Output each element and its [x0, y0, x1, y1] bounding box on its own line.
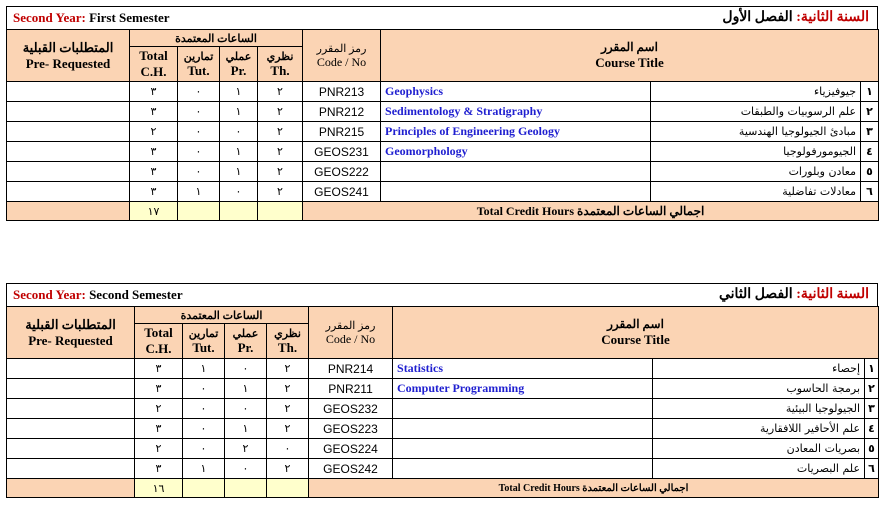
- ch-header-en: C.H.: [145, 341, 172, 356]
- course-title-en-cell: [393, 399, 653, 419]
- header-row-1: [7, 30, 879, 47]
- total-pr-cell: [220, 202, 258, 221]
- total-ch-cell: ٣: [135, 419, 183, 439]
- pr-cell: ١: [225, 379, 267, 399]
- total-ch-cell: ٣: [130, 82, 178, 102]
- tut-header-ar: تمارين: [183, 50, 214, 63]
- pr-header-en: Pr.: [237, 339, 254, 355]
- prereq-header-en: Pre- Requested: [28, 332, 113, 348]
- total-th-cell: [267, 479, 309, 498]
- credit-hours-header: الساعات المعتمدة: [135, 307, 309, 324]
- th-header: [258, 47, 303, 82]
- prereq-cell: [7, 122, 130, 142]
- course-code-cell: PNR215: [303, 122, 381, 142]
- code-header: [303, 30, 381, 82]
- course-title-en-cell: [393, 459, 653, 479]
- course-title-ar-cell: الجيومورفولوجيا: [651, 142, 861, 162]
- pr-cell: ١: [220, 142, 258, 162]
- course-title-ar-cell: علم الأحافير اللافقارية: [653, 419, 865, 439]
- pr-cell: ١: [220, 82, 258, 102]
- total-header-en: Total: [139, 48, 168, 63]
- total-ch-cell: ٢: [135, 439, 183, 459]
- course-table: [6, 306, 879, 498]
- tut-cell: ٠: [183, 419, 225, 439]
- th-header-ar: نظري: [266, 50, 294, 63]
- pr-header: [220, 47, 258, 82]
- tut-cell: ١: [183, 359, 225, 379]
- prereq-cell: [7, 399, 135, 419]
- semester-label-ar: الفصل الأول: [722, 10, 793, 25]
- course-row: [7, 102, 879, 122]
- pr-cell: ٠: [220, 122, 258, 142]
- semester-title-ar: [719, 286, 869, 303]
- tut-cell: ٠: [178, 122, 220, 142]
- course-title-en-cell: Geomorphology: [381, 142, 651, 162]
- course-title-header: [381, 30, 879, 82]
- course-title-ar-cell: الجيولوجيا البيئية: [653, 399, 865, 419]
- total-ch-cell: ٣: [130, 142, 178, 162]
- year-label: Second Year:: [13, 287, 86, 302]
- semester-title-bar: [6, 6, 878, 29]
- th-header-en: Th.: [277, 339, 298, 355]
- prereq-cell: [7, 379, 135, 399]
- tut-cell: ٠: [178, 102, 220, 122]
- year-label-ar: السنة الثانية:: [796, 287, 869, 302]
- course-header-ar: اسم المقرر: [607, 317, 664, 331]
- total-prereq-cell: [7, 479, 135, 498]
- course-title-header: [393, 307, 879, 359]
- course-index-cell: ٦: [861, 182, 879, 202]
- prereq-header-ar: المتطلبات القبلية: [22, 39, 114, 55]
- course-code-cell: GEOS222: [303, 162, 381, 182]
- tut-cell: ١: [178, 182, 220, 202]
- course-code-cell: PNR211: [309, 379, 393, 399]
- course-code-cell: GEOS241: [303, 182, 381, 202]
- year-label-ar: السنة الثانية:: [796, 10, 869, 25]
- total-ch-cell: ٣: [130, 182, 178, 202]
- course-code-cell: GEOS224: [309, 439, 393, 459]
- total-ch-cell: ٢: [135, 399, 183, 419]
- course-title-ar-cell: بصريات المعادن: [653, 439, 865, 459]
- course-index-cell: ١: [865, 359, 879, 379]
- th-cell: ٢: [258, 102, 303, 122]
- course-code-cell: GEOS231: [303, 142, 381, 162]
- prereq-cell: [7, 182, 130, 202]
- tut-cell: ٠: [178, 162, 220, 182]
- course-title-en-cell: Statistics: [393, 359, 653, 379]
- pr-cell: ٢: [225, 439, 267, 459]
- prereq-cell: [7, 359, 135, 379]
- th-cell: ٢: [258, 122, 303, 142]
- course-index-cell: ٢: [861, 102, 879, 122]
- total-tut-cell: [178, 202, 220, 221]
- course-title-ar-cell: معادلات تفاضلية: [651, 182, 861, 202]
- semester-title-en: [13, 10, 170, 26]
- total-ch-cell: ٣: [135, 359, 183, 379]
- course-title-en-cell: [381, 162, 651, 182]
- course-row: [7, 439, 879, 459]
- code-header: [309, 307, 393, 359]
- pr-header-ar: عملي: [232, 327, 259, 340]
- course-code-cell: PNR214: [309, 359, 393, 379]
- course-code-cell: PNR213: [303, 82, 381, 102]
- prereq-cell: [7, 439, 135, 459]
- th-cell: ٢: [267, 379, 309, 399]
- course-code-cell: GEOS223: [309, 419, 393, 439]
- total-prereq-cell: [7, 202, 130, 221]
- th-cell: ٢: [267, 359, 309, 379]
- course-title-ar-cell: جيوفيزياء: [651, 82, 861, 102]
- prereq-header-ar: المتطلبات القبلية: [25, 316, 116, 332]
- pr-cell: ٠: [225, 399, 267, 419]
- total-row: [7, 202, 879, 221]
- tut-cell: ٠: [183, 399, 225, 419]
- first-semester-section: [6, 6, 878, 221]
- th-cell: ٢: [267, 399, 309, 419]
- total-ch-cell: ٣: [130, 162, 178, 182]
- total-credit-label: Total Credit Hours اجمالي الساعات المعتمدة: [309, 479, 879, 498]
- tut-header-ar: تمارين: [188, 327, 219, 340]
- pr-header: [225, 324, 267, 359]
- pr-cell: ١: [220, 102, 258, 122]
- course-index-cell: ٤: [865, 419, 879, 439]
- pr-cell: ١: [225, 419, 267, 439]
- course-title-ar-cell: علم البصريات: [653, 459, 865, 479]
- th-cell: ٢: [258, 162, 303, 182]
- course-title-en-cell: Sedimentology & Stratigraphy: [381, 102, 651, 122]
- course-title-en-cell: [393, 419, 653, 439]
- tut-header: [178, 47, 220, 82]
- course-index-cell: ٢: [865, 379, 879, 399]
- course-row: [7, 182, 879, 202]
- course-table: [6, 29, 879, 221]
- course-row: [7, 379, 879, 399]
- th-cell: ٢: [267, 419, 309, 439]
- semester-label: First Semester: [89, 10, 170, 25]
- th-cell: ٠: [267, 439, 309, 459]
- semester-title-bar: [6, 283, 878, 306]
- course-title-ar-cell: إحصاء: [653, 359, 865, 379]
- course-index-cell: ٣: [865, 399, 879, 419]
- semester-label: Second Semester: [89, 287, 183, 302]
- th-header-ar: نظري: [274, 327, 301, 340]
- total-credit-label: Total Credit Hours اجمالي الساعات المعتمدة: [303, 202, 879, 221]
- course-code-cell: PNR212: [303, 102, 381, 122]
- tut-header: [183, 324, 225, 359]
- total-credit-value: ١٧: [130, 202, 178, 221]
- course-row: [7, 459, 879, 479]
- th-cell: ٢: [258, 82, 303, 102]
- pr-cell: ٠: [220, 182, 258, 202]
- total-ch-header: [130, 47, 178, 82]
- course-row: [7, 399, 879, 419]
- total-ch-cell: ٣: [135, 379, 183, 399]
- year-label: Second Year:: [13, 10, 86, 25]
- course-header-en: Course Title: [595, 55, 664, 70]
- course-title-ar-cell: برمجة الحاسوب: [653, 379, 865, 399]
- total-tut-cell: [183, 479, 225, 498]
- semester-title-ar: [722, 9, 869, 26]
- code-header-en: Code / No: [325, 331, 376, 346]
- tut-cell: ٠: [178, 82, 220, 102]
- prereq-cell: [7, 459, 135, 479]
- code-header-ar: رمز المقرر: [325, 319, 376, 332]
- tut-cell: ٠: [178, 142, 220, 162]
- th-cell: ٢: [267, 459, 309, 479]
- tut-cell: ٠: [183, 439, 225, 459]
- course-title-en-cell: [381, 182, 651, 202]
- tut-header-en: Tut.: [187, 62, 210, 78]
- header-row-1: [7, 307, 879, 324]
- pr-header-en: Pr.: [230, 62, 247, 78]
- total-header-en: Total: [144, 325, 173, 340]
- course-title-en-cell: Principles of Engineering Geology: [381, 122, 651, 142]
- prereq-header: [7, 307, 135, 359]
- total-ch-cell: ٣: [135, 459, 183, 479]
- course-row: [7, 82, 879, 102]
- total-th-cell: [258, 202, 303, 221]
- course-row: [7, 162, 879, 182]
- course-code-cell: GEOS232: [309, 399, 393, 419]
- total-ch-header: [135, 324, 183, 359]
- semester-title-en: [13, 287, 183, 303]
- prereq-cell: [7, 162, 130, 182]
- course-index-cell: ١: [861, 82, 879, 102]
- course-title-en-cell: Geophysics: [381, 82, 651, 102]
- pr-cell: ٠: [225, 459, 267, 479]
- total-pr-cell: [225, 479, 267, 498]
- prereq-header: [7, 30, 130, 82]
- course-index-cell: ٣: [861, 122, 879, 142]
- pr-cell: ٠: [225, 359, 267, 379]
- tut-header-en: Tut.: [192, 339, 215, 355]
- course-row: [7, 122, 879, 142]
- total-credit-value: ١٦: [135, 479, 183, 498]
- course-row: [7, 142, 879, 162]
- course-title-ar-cell: معادن وبلورات: [651, 162, 861, 182]
- prereq-cell: [7, 419, 135, 439]
- course-index-cell: ٥: [861, 162, 879, 182]
- semester-label-ar: الفصل الثاني: [718, 287, 793, 302]
- credit-hours-header: الساعات المعتمدة: [130, 30, 303, 47]
- course-title-en-cell: Computer Programming: [393, 379, 653, 399]
- course-header-en: Course Title: [601, 332, 670, 347]
- pr-header-ar: عملي: [225, 50, 252, 63]
- course-title-ar-cell: علم الرسوبيات والطبقات: [651, 102, 861, 122]
- th-header: [267, 324, 309, 359]
- prereq-cell: [7, 142, 130, 162]
- prereq-header-en: Pre- Requested: [25, 55, 111, 71]
- pr-cell: ١: [220, 162, 258, 182]
- code-header-ar: رمز المقرر: [316, 42, 367, 55]
- th-cell: ٢: [258, 182, 303, 202]
- course-row: [7, 359, 879, 379]
- course-index-cell: ٤: [861, 142, 879, 162]
- code-header-en: Code / No: [316, 54, 367, 69]
- course-code-cell: GEOS242: [309, 459, 393, 479]
- tut-cell: ٠: [183, 379, 225, 399]
- course-header-ar: اسم المقرر: [601, 40, 658, 54]
- total-ch-cell: ٣: [130, 102, 178, 122]
- course-row: [7, 419, 879, 439]
- course-title-en-cell: [393, 439, 653, 459]
- total-row: [7, 479, 879, 498]
- second-semester-section: [6, 283, 878, 498]
- ch-header-en: C.H.: [140, 64, 167, 79]
- th-cell: ٢: [258, 142, 303, 162]
- course-index-cell: ٦: [865, 459, 879, 479]
- th-header-en: Th.: [270, 62, 290, 78]
- tut-cell: ١: [183, 459, 225, 479]
- course-index-cell: ٥: [865, 439, 879, 459]
- course-title-ar-cell: مبادئ الجيولوجيا الهندسية: [651, 122, 861, 142]
- prereq-cell: [7, 102, 130, 122]
- prereq-cell: [7, 82, 130, 102]
- total-ch-cell: ٢: [130, 122, 178, 142]
